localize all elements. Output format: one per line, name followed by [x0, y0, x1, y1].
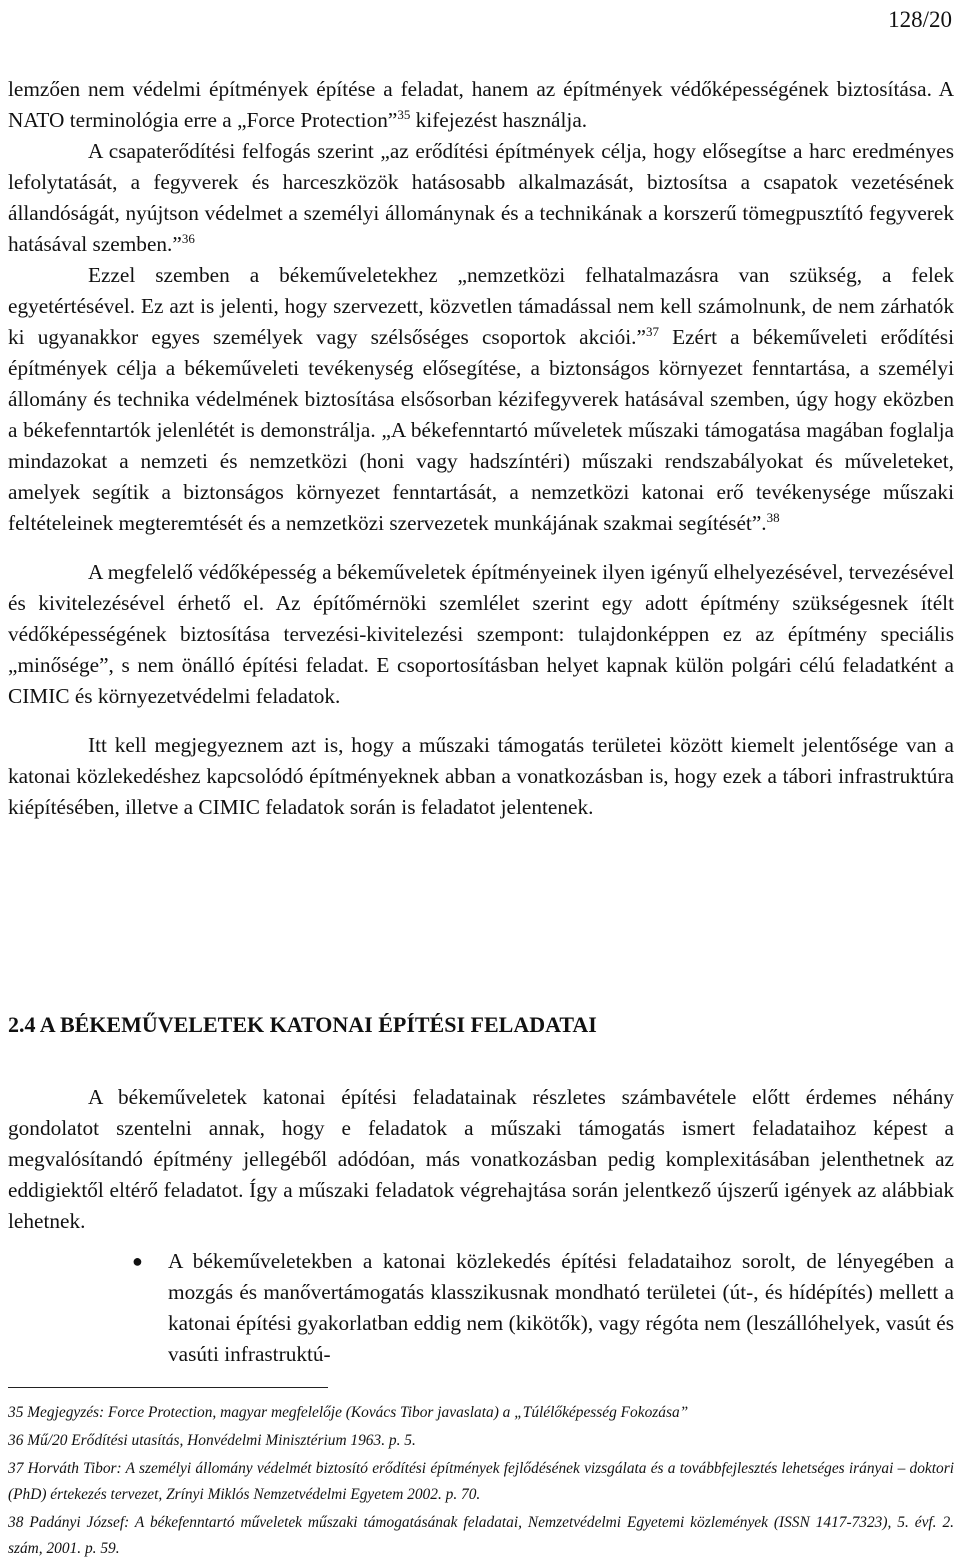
footnote-divider: [8, 1387, 328, 1388]
paragraph-bekemuveletek: [8, 260, 954, 539]
footnote-ref-38[interactable]: 38: [766, 510, 780, 525]
footnote-38: 38 Padányi József: A békefenntartó műveletek műszaki támogatásának feladatai, Nemzetvédelmi Egyetemi közlemények (ISSN 1417-7323), 5. évf. 2. szám, 2001. p. 59.: [8, 1514, 954, 1557]
paragraph-vedokepesseg: A megfelelő védőképesség a békeműveletek építményeinek ilyen igényű elhelyezésével, tervezésével és kivitelezésével érhető el. Az építőmérnöki szemlélet szerint egy adott építmény szükségesnek ítélt védőképességének biztosítása tervezési-kivitelezési szempont: tulajdonképpen ez az építmény speciális „minősége”, s nem önálló építési feladat. E csoportosításban helyet kapnak külön polgári célú feladatként a CIMIC és környezetvédelmi feladatok.: [8, 560, 954, 708]
footnote-ref-37[interactable]: 37: [645, 324, 659, 339]
paragraph-kozlekedes: Itt kell megjegyeznem azt is, hogy a műszaki támogatás területei között kiemelt jelentősége van a katonai közlekedéshez kapcsolódó építményeknek abban a vonatkozásban is, hogy ezek a tábori infrastruktúra kiépítésében, illetve a CIMIC feladatok során is feladatot jelentenek.: [8, 733, 954, 819]
paragraph-force-protection: [8, 74, 954, 136]
paragraph-text: Ezzel szemben a békeműveletekhez „nemzetközi felhatalmazásra van szükség, a felek egyetértésével. Ez azt is jelenti, hogy szervezett, közvetlen támadással nem kell számolnunk, de nem zárhatók ki ugyanakkor egyes személyek vagy szélsőséges csoportok akciói.”: [8, 263, 954, 349]
footnote-ref-36[interactable]: 36: [181, 231, 195, 246]
paragraph-section-intro: A békeműveletek katonai építési feladatainak részletes számbavétele előtt érdemes néhány gondolatot szentelni annak, hogy e feladatok a műszaki támogatás ismert feladataihoz képest a megvalósítandó építmény jellegéből adódóan, más vonatkozásban pedig komplexitásában jelenthetnek az eddigiektől eltérő feladatot. Így a műszaki feladatok végrehajtása során jelentkező újszerű igények az alábbiak lehetnek.: [8, 1085, 954, 1233]
paragraph-text: A csapaterődítési felfogás szerint „az erődítési építmények célja, hogy elősegítse a harc eredményes lefolytatását, a fegyverek és harceszközök hatásosabb alkalmazását, biztosítsa a csapatok vezetésének állandóságát, nyújtson védelmet a személyi állománynak és a technikának a korszerű tömegpusztító fegyverek hatásával szemben.”: [8, 139, 954, 256]
section-heading: 2.4 A BÉKEMŰVELETEK KATONAI ÉPÍTÉSI FELADATAI: [8, 1012, 597, 1037]
list-item: A békeműveletekben a katonai közlekedés építési feladataihoz sorolt, de lényegében a mozgás és manővertámogatás klasszikusnak mondható területei (út-, és hídépítés) mellett a katonai építési gyakorlatban eddig nem (kikötők), vagy régóta nem (leszállóhelyek, vasút és vasúti infrastruktú-: [168, 1249, 954, 1366]
body-text-top: [8, 74, 954, 823]
paragraph-csapaterod: [8, 136, 954, 260]
footnote-36: 36 Mű/20 Erődítési utasítás, Honvédelmi Minisztérium 1963. p. 5.: [8, 1432, 416, 1449]
paragraph-text: kifejezést használja.: [410, 108, 588, 132]
paragraph-text: Ezért a békeműveleti erődítési építmények célja a békeműveleti tevékenység elősegítése, a biztonságos környezet fenntartása, a személyi állomány és technika védelmének biztosítása elsősorban kézifegyverek hatásával szemben, úgy hogy eközben a békefenntartók jelenlétét is demonstrálja. „A békefenntartó műveletek műszaki támogatása magában foglalja mindazokat a nemzeti és nemzetközi (honi vagy hadszíntéri) műszaki rendszabályokat és műveleteket, amelyek segítik a biztonságos környezet fenntartását, a nemzetközi katonai erő tevékenysége műszaki feltételeinek megteremtését és a nemzetközi szervezetek munkájának szakmai segítését”.: [8, 325, 954, 535]
footnote-ref-35[interactable]: 35: [397, 107, 411, 122]
footnotes: [8, 1400, 954, 1562]
footnote-37: 37 Horváth Tibor: A személyi állomány védelmét biztosító erődítési építmények fejlődésének vizsgálata és a továbbfejlesztés lehetséges irányai – doktori (PhD) értekezés tervezet, Zrínyi Miklós Nemzetvédelmi Egyetem 2002. p. 70.: [8, 1460, 954, 1503]
page-number: 128/20: [888, 7, 952, 32]
bullet-icon: ●: [132, 1251, 143, 1271]
section-body: [8, 1082, 954, 1237]
paragraph-text: lemzően nem védelmi építmények építése a feladat, hanem az építmények védőképességének biztosítása. A NATO terminológia erre a „Force Protection”: [8, 77, 954, 132]
footnote-35: 35 Megjegyzés: Force Protection, magyar megfelelője (Kovács Tibor javaslata) a „Túlélőképesség Fokozása”: [8, 1404, 689, 1421]
